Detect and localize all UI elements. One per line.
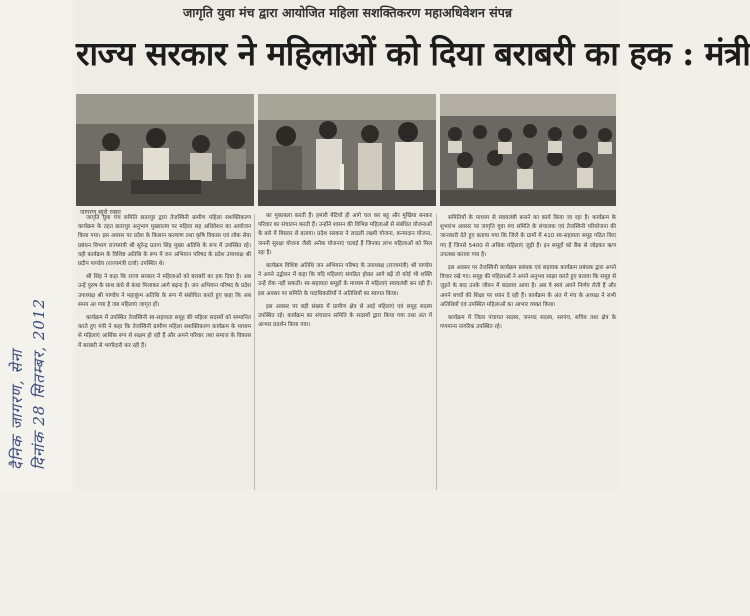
article-column-1 — [78, 214, 251, 490]
column-divider — [436, 214, 437, 490]
article-column-2 — [258, 212, 432, 490]
handwritten-date-note — [6, 298, 50, 470]
article-headline: राज्य सरकार ने महिलाओं को दिया बराबरी का हक : मंत्री — [76, 34, 750, 73]
col1-paragraph: कार्यक्रम में उपस्थित तेजस्विनी स्व-सहायता समूह की महिला सदस्यों को सम्मानित करते हुए मंत्री ने कहा कि तेजस्विनी ग्रामीण महिला सशक्तिकरण कार्यक्रम के माध्यम से महिलाएं आर्थिक रूप से सक्षम हो रही हैं और अपने परिवार तथा समाज के विकास में बराबरी से भागीदारी कर रही हैं। — [78, 315, 251, 349]
article-column-3 — [440, 214, 616, 616]
col1-paragraph: श्री सिंह ने कहा कि राज्य सरकार ने महिलाओं को बराबरी का हक दिया है। अब उन्हें पुरुष के साथ कंधे से कंधा मिलाकर आगे बढ़ना है। जन अभियान परिषद के प्रदेश उपाध्यक्ष श्री पाण्डेय ने महाकुंभ अतिथि के रूप में संबोधित करते हुए कहा कि अब समय आ गया है जब महिलाएं जागृत हों। — [78, 274, 251, 308]
col3-paragraph: कार्यक्रम में जिला पंचायत सदस्य, जनपद सदस्य, सरपंच, सचिव तथा क्षेत्र के गणमान्य नागरिक उपस्थित रहे। — [440, 315, 616, 331]
col1-paragraph: जागृति युवा मंच समिति छतरपुर द्वारा तेजस्विनी ग्रामीण महिला सशक्तिकरण कार्यक्रम के तहत छतरपुर अनुभाग मुख्यालय पर महिला सह अधिवेशन का आयोजन किया गया। इस अवसर पर प्रदेश के किसान कल्याण तथा कृषि विकास एवं लोक सेवा प्रबंधन विभाग राज्यमंत्री श्री सुरेन्द्र प्रताप सिंह मुख्य अतिथि के रूप में उपस्थित रहे। वही कार्यक्रम के विशिष्ट अतिथि के रूप में जन अभियान परिषद के प्रदेश उपाध्यक्ष श्री प्रदीप पाण्डेय (राज्यमंत्री दर्जा) उपस्थित थे। — [78, 215, 251, 268]
left-margin — [0, 0, 72, 490]
col2-paragraph: का मुकाबला करती हैं। हमारी बेटियों ही आगे चल कर बहू और मुखिया बनकर परिवार का संचालन करती हैं। उन्होंने शासन की विभिन्न महिलाओं से संबंधित योजनाओं के बारे में विस्तार से बताया। प्रदेश सरकार ने लाडली लक्ष्मी योजना, कन्यादान योजना, जननी सुरक्षा योजना जैसी अनेक योजनाएं चलाई हैं जिनका लाभ महिलाओं को मिल रहा है। — [258, 213, 432, 256]
col3-paragraph: समितियों के माध्यम से स्वावलंबी बनाने का कार्य किया जा रहा है। कार्यक्रम के शुभारंभ अवसर पर जागृति युवा मंच समिति के संचालक एवं तेजस्विनी परियोजना की जानकारी देते हुए बताया गया कि जिले के ग्रामों में 410 स्व-सहायता समूह गठित किए गए हैं जिनसे 5400 से अधिक महिलाएं जुड़ी हैं। इन समूहों को बैंक से जोड़कर ऋण उपलब्ध कराया गया है। — [440, 215, 616, 258]
photo-dignitaries-stage — [76, 94, 254, 206]
handwritten-line-2: दिनांक 28 सितम्बर, 2012 — [30, 297, 48, 470]
handwritten-line-1: दैनिक जागरण, सेना — [8, 349, 26, 470]
photo-caption: जागरण ब्यूरो रक्सा — [80, 209, 121, 216]
article-kicker: जागृति युवा मंच द्वारा आयोजित महिला सशक्तिकरण महाअधिवेशन संपन्न — [183, 5, 512, 20]
newspaper-clipping — [76, 0, 750, 490]
column-divider — [254, 214, 255, 490]
col3-paragraph: इस अवसर पर तेजस्विनी कार्यक्रम प्रबंधक एवं सहायक कार्यक्रम प्रबंधक द्वारा अपने विचार रखे गए। समूह की महिलाओं ने अपने अनुभव साझा करते हुए बताया कि समूह से जुड़ने के बाद उनके जीवन में बदलाव आया है। अब वे स्वयं अपने निर्णय लेती हैं और अपने बच्चों की शिक्षा पर ध्यान दे रही हैं। कार्यक्रम के अंत में मंच के अध्यक्ष ने सभी अतिथियों एवं उपस्थित महिलाओं का आभार व्यक्त किया। — [440, 265, 616, 308]
photo-lamp-lighting — [258, 94, 436, 206]
col2-paragraph: इस अवसर पर बड़ी संख्या में ग्रामीण क्षेत्र से आई महिलाएं एवं समूह सदस्य उपस्थित रहे। कार्यक्रम का संचालन समिति के सदस्यों द्वारा किया गया तथा अंत में आभार प्रदर्शन किया गया। — [258, 303, 432, 329]
col2-paragraph: कार्यक्रम विशिष्ट अतिथि जन अभियान परिषद के उपाध्यक्ष (राज्यमंत्री) श्री पाण्डेय ने अपने उद्बोधन में कहा कि यदि महिलाएं संगठित होकर आगे बढ़ें तो कोई भी शक्ति उन्हें रोक नहीं सकती। स्व-सहायता समूहों के माध्यम से महिलाएं स्वावलंबी बन रही हैं। इस अवसर पर समिति के पदाधिकारियों ने अतिथियों का स्वागत किया। — [258, 263, 432, 297]
photo-audience — [440, 94, 616, 206]
